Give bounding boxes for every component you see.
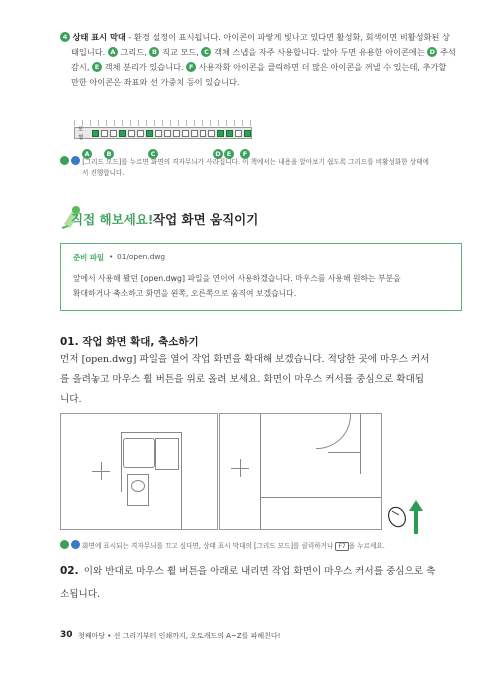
- infer-icon[interactable]: [110, 130, 117, 137]
- step2-heading: 02.: [60, 565, 79, 577]
- object-snap-icon[interactable]: [146, 130, 153, 137]
- annotation-visibility-icon[interactable]: [182, 130, 189, 137]
- model-label: 모형: [78, 127, 84, 141]
- furniture-sink: [131, 480, 145, 492]
- prep-separator: •: [109, 252, 114, 261]
- snap-icon[interactable]: [101, 130, 108, 137]
- gear-icon[interactable]: [208, 130, 215, 137]
- autoscale-icon[interactable]: [191, 130, 198, 137]
- page-number: 30: [60, 630, 73, 640]
- ortho-icon[interactable]: [119, 130, 126, 137]
- tip-note-f7: 화면에 표시되는 격자무늬를 끄고 싶다면, 상태 표시 막대의 [그리드 모드]를 클릭하거나 F7 을 누르세요.: [60, 540, 470, 552]
- drawing-after-zoom: [219, 413, 382, 530]
- prep-file-box: [60, 243, 462, 311]
- tip-icon-secondary: [71, 156, 80, 165]
- f7-key: F7: [335, 542, 348, 551]
- marker-c: C: [148, 142, 158, 161]
- isolate-objects-icon[interactable]: [226, 130, 233, 137]
- grid-icon[interactable]: [92, 130, 99, 137]
- number-badge: 4: [60, 32, 70, 42]
- marker-b: B: [104, 142, 114, 161]
- annotation-scale-icon[interactable]: [173, 130, 180, 137]
- polar-icon[interactable]: [128, 130, 135, 137]
- step1-heading: 01. 작업 화면 확대, 축소하기: [60, 336, 199, 348]
- furniture-desk: [155, 438, 179, 470]
- step1-body: 먼저 [open.dwg] 파일을 열어 작업 화면을 확대해 보겠습니다. 적당한 곳에 마우스 커서 를 올려놓고 마우스 휠 버튼을 위로 올려 보세요. 화면이 마우스 커서를 중심으로 확대됩 니다.: [60, 354, 430, 405]
- marker-a: A: [82, 142, 92, 161]
- status-bar-description: 4 상태 표시 막대 - 환경 설정이 표시됩니다. 아이콘이 파랗게 빛나고 있다면 활성화, 회색이면 비활성화된 상 태입니다. A 그리드, B 직교 모드, C 객체 스냅을 자주 사용합니다. 알아 두면 유용한 아이콘에는 D 주석 감시, E 객체 분리가 있습니다. F 사용자화 아이콘을 클릭하면 더 많은 아이콘을 꺼낼 수 있는데, 추가할 만한 아이콘은 좌표와 선 가중치 등이 있습니다.: [60, 30, 462, 90]
- workspace-icon[interactable]: [200, 130, 207, 137]
- mouse-icon: [386, 505, 408, 533]
- status-bar-toolbar: [74, 127, 252, 139]
- otrack-icon[interactable]: [155, 130, 162, 137]
- practice-badge: 직접 해보세요!: [71, 212, 154, 227]
- footer-text: 첫째마당 • 선 그리기부터 인쇄까지, 오토캐드의 A~Z를 파헤친다!: [78, 632, 281, 640]
- lineweight-icon[interactable]: [164, 130, 171, 137]
- prep-label: 준비 파일: [73, 253, 105, 262]
- tip-note-grid: [그리드 모드]를 누르면 화면의 격자무늬가 사라집니다. 이 책에서는 내용을 알아보기 쉽도록 그리드를 비활성화한 상태에 서 진행합니다.: [60, 156, 462, 179]
- tip-icon: [60, 156, 69, 165]
- practice-title: 작업 화면 움직이기: [153, 212, 259, 227]
- marker-d: D: [213, 142, 223, 161]
- door-arc: [316, 414, 351, 449]
- prep-file: 01/open.dwg: [117, 252, 166, 261]
- tip-icon-secondary: [71, 540, 80, 549]
- isodraft-icon[interactable]: [137, 130, 144, 137]
- ruler-ticks: [74, 120, 252, 126]
- section-heading: 상태 표시 막대: [72, 32, 126, 42]
- fullscreen-icon[interactable]: [235, 130, 242, 137]
- tip-icon: [60, 540, 69, 549]
- prep-description: 앞에서 사용해 봤던 [open.dwg] 파일을 연이어 사용하겠습니다. 마우스를 사용해 원하는 부분을 확대하거나 축소하고 화면을 왼쪽, 오른쪽으로 움직여 보겠습니다.: [73, 274, 401, 298]
- annotation-monitor-icon[interactable]: [217, 130, 224, 137]
- step2: 02. 이와 반대로 마우스 휠 버튼을 아래로 내리면 작업 화면이 마우스 커서를 중심으로 축 소됩니다.: [60, 565, 436, 600]
- furniture-chair: [123, 438, 155, 468]
- marker-f: F: [240, 142, 250, 161]
- scroll-up-arrow-icon: [409, 500, 423, 538]
- marker-e: E: [224, 142, 234, 161]
- customize-icon[interactable]: [244, 130, 251, 137]
- drawing-before-zoom: [60, 413, 218, 530]
